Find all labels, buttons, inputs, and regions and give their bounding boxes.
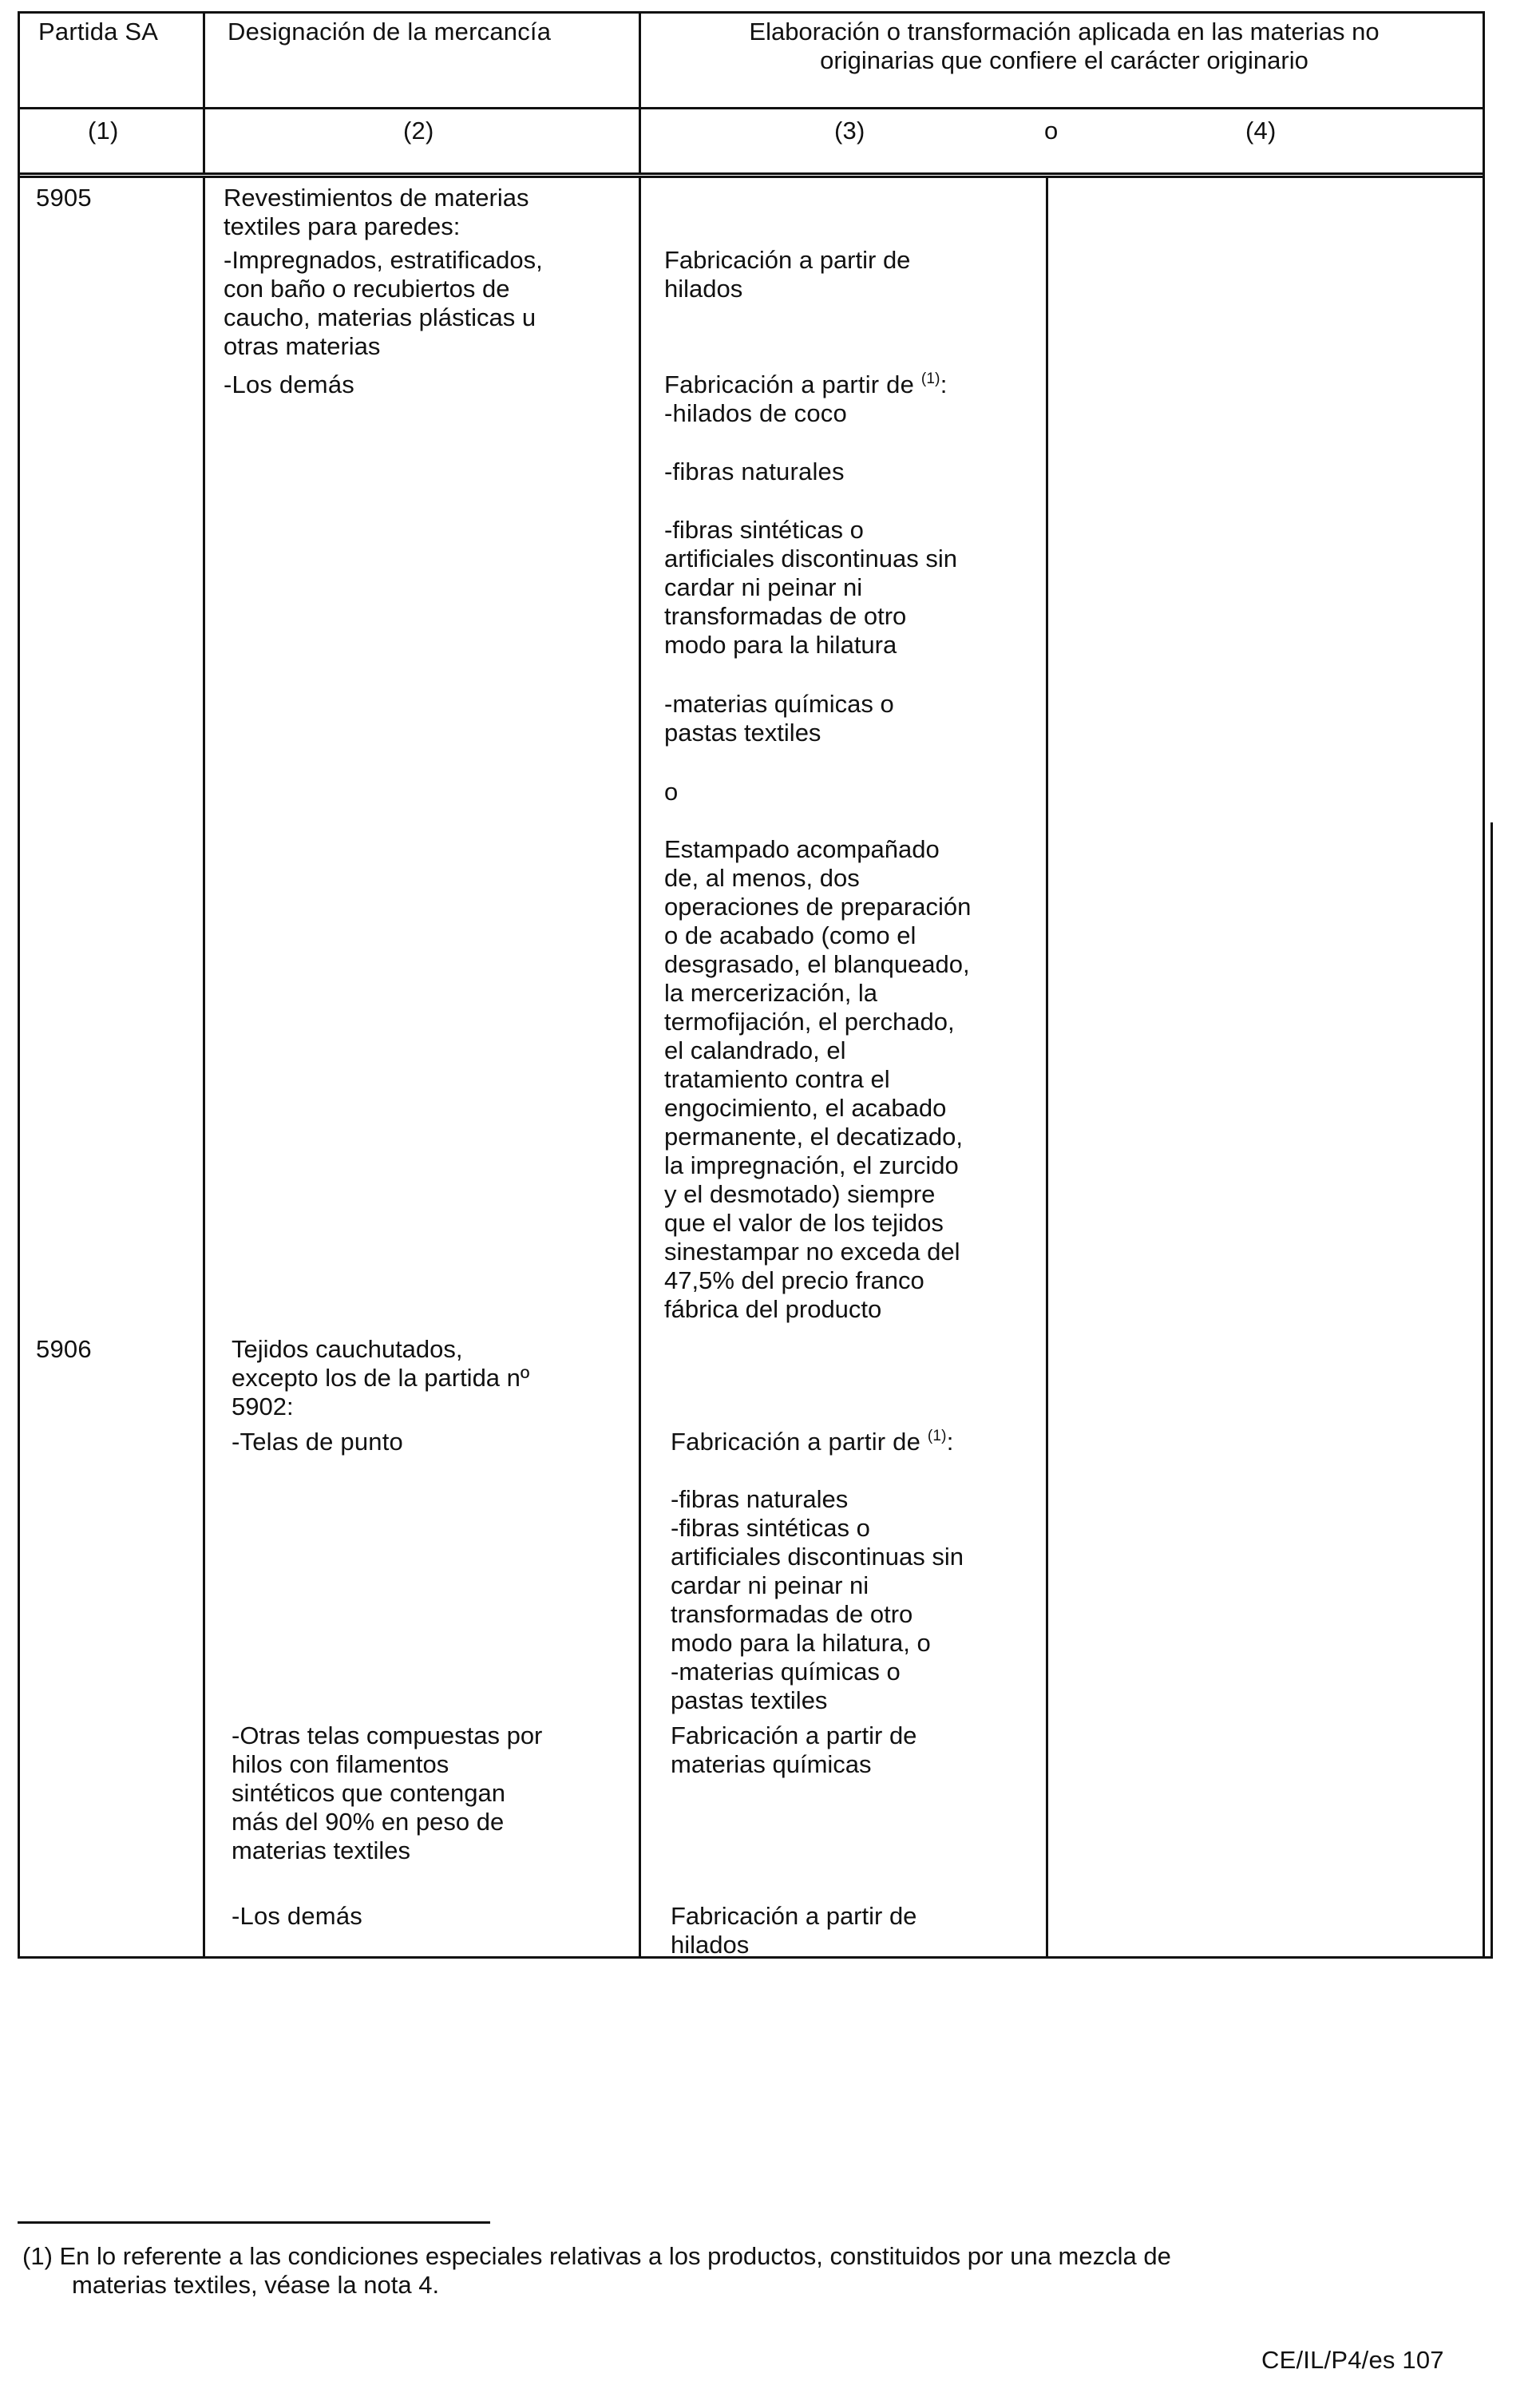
proc-5906-punto-intro [671,1428,954,1456]
footnote-ref: (1) [927,1428,947,1444]
header-designacion: Designación de la mercancía [228,18,552,46]
desc-line: hilos con filamentos [232,1750,449,1778]
desc-line: sintéticos que contengan [232,1779,505,1807]
desc-5906-demas: -Los demás [232,1902,362,1930]
desc-5905-impregnados [224,246,543,361]
proc-line: Fabricación a partir de [671,1721,917,1749]
body-col-divider-1 [203,176,205,1959]
proc-5905-sinteticas [664,516,957,660]
footnote-line-2: materias textiles, véase la nota 4. [72,2271,440,2299]
proc-intro-text: Fabricación a partir de [671,1428,921,1456]
table-body-top [18,176,1485,178]
proc-line: cardar ni peinar ni [664,573,863,601]
proc-line: transformadas de otro [664,602,907,630]
proc-line: sinestampar no exceda del [664,1238,960,1266]
body-col-divider-2 [639,176,641,1959]
desc-line: Revestimientos de materias [224,184,529,212]
colon: : [940,370,948,398]
footnote-separator [18,2221,490,2224]
proc-line: -materias químicas o [671,1658,901,1686]
proc-5906-demas [671,1902,916,1959]
proc-5905-demas-intro [664,370,948,399]
proc-line: o de acabado (como el [664,921,916,949]
proc-line: Fabricación a partir de [671,1902,917,1930]
table-header-divider [18,107,1485,109]
partida-code-5906: 5906 [36,1335,92,1363]
header-num-4: (4) [1245,117,1277,145]
proc-line: -fibras naturales [671,1485,849,1513]
proc-line: tratamiento contra el [664,1065,890,1093]
proc-line: -fibras sintéticas o [664,516,864,544]
table-border-right [1483,11,1485,1956]
proc-line: artificiales discontinuas sin [664,545,958,572]
partida-code-5905: 5905 [36,184,92,212]
proc-line: cardar ni peinar ni [671,1571,869,1599]
proc-line: modo para la hilatura [664,631,897,659]
colon: : [946,1428,954,1456]
proc-line: hilados [671,1931,750,1959]
desc-line: -Impregnados, estratificados, [224,246,543,274]
desc-line: 5902: [232,1393,294,1420]
proc-line: Estampado acompañado [664,835,940,863]
proc-line: desgrasado, el blanqueado, [664,950,970,978]
header-num-or: o [1044,117,1059,145]
header-elaboracion [645,18,1483,75]
desc-line: con baño o recubiertos de [224,275,510,303]
proc-5905-quimicas [664,690,894,747]
proc-line: 47,5% del precio franco [664,1266,924,1294]
proc-5905-estampado [664,835,971,1324]
desc-line: otras materias [224,332,381,360]
desc-line: -Otras telas compuestas por [232,1721,543,1749]
proc-line: la impregnación, el zurcido [664,1151,959,1179]
proc-line: -fibras sintéticas o [671,1514,870,1542]
desc-line: más del 90% en peso de [232,1808,505,1836]
page-reference: CE/IL/P4/es 107 [1261,2346,1444,2374]
proc-line: engocimiento, el acabado [664,1094,947,1122]
desc-5906-punto: -Telas de punto [232,1428,403,1456]
proc-5905-impregnados [664,246,910,303]
proc-line: que el valor de los tejidos [664,1209,944,1237]
header-partida-sa: Partida SA [38,18,159,46]
proc-line: materias químicas [671,1750,872,1778]
proc-line: el calandrado, el [664,1036,846,1064]
table-number-row-divider [18,172,1485,175]
proc-line: y el desmotado) siempre [664,1180,936,1208]
proc-line: hilados [664,275,743,303]
proc-intro-text: Fabricación a partir de [664,370,915,398]
desc-5905-main [224,184,529,241]
desc-line: excepto los de la partida nº [232,1364,530,1392]
header-elaboracion-line-2: originarias que confiere el carácter originario [820,46,1308,74]
desc-line: materias textiles [232,1836,410,1864]
proc-line: pastas textiles [671,1686,828,1714]
proc-5906-punto-list [671,1485,964,1715]
proc-line: fábrica del producto [664,1295,882,1323]
desc-5906-otras [232,1721,542,1865]
proc-line: la mercerización, la [664,979,878,1007]
header-num-2: (2) [403,117,434,145]
proc-5906-otras [671,1721,916,1779]
desc-line: textiles para paredes: [224,212,461,240]
header-elaboracion-line-1: Elaboración o transformación aplicada en las materias no [749,18,1380,46]
table-border-left [18,11,20,1959]
desc-line: Tejidos cauchutados, [232,1335,463,1363]
header-num-3: (3) [834,117,865,145]
proc-line: -materias químicas o [664,690,894,718]
body-col-divider-3 [1046,176,1048,1959]
desc-5906-main [232,1335,529,1421]
table-border-top [18,11,1485,14]
proc-line: termofijación, el perchado, [664,1008,955,1036]
table-border-right-lower [1491,822,1493,1959]
header-col-divider-1 [203,11,205,175]
header-num-1: (1) [88,117,119,145]
footnote [22,2242,1171,2300]
desc-5905-demas: -Los demás [224,370,354,398]
proc-line: de, al menos, dos [664,864,860,892]
proc-line: Fabricación a partir de [664,246,911,274]
proc-5905-coco: -hilados de coco [664,399,847,427]
header-col-divider-2 [639,11,641,175]
desc-line: caucho, materias plásticas u [224,303,536,331]
footnote-ref: (1) [920,370,940,387]
proc-line: artificiales discontinuas sin [671,1543,964,1571]
proc-line: permanente, el decatizado, [664,1123,963,1151]
proc-line: operaciones de preparación [664,893,972,921]
proc-line: transformadas de otro [671,1600,913,1628]
proc-line: pastas textiles [664,719,821,747]
proc-line: modo para la hilatura, o [671,1629,931,1657]
footnote-line-1: (1) En lo referente a las condiciones especiales relativas a los productos, constituidos por una mezcla de [22,2242,1171,2270]
proc-5905-or: o [664,778,679,806]
proc-5905-naturales: -fibras naturales [664,458,845,485]
